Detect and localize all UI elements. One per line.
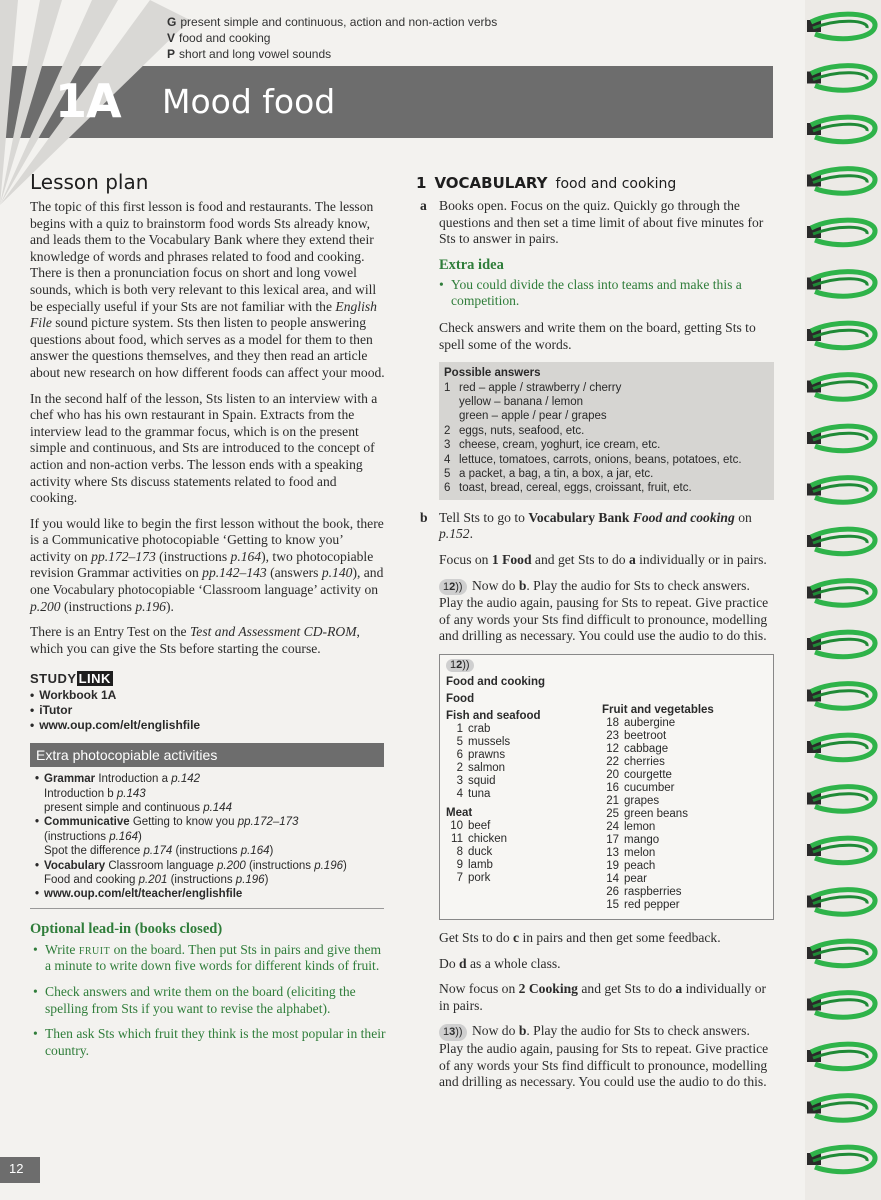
optional-bullet-1: • Write fruit on the board. Then put Sts in pairs and give them a minute to write down five words for different kinds of fruit.	[30, 942, 386, 975]
extra-photocopiable-header: Extra photocopiable activities	[30, 743, 384, 767]
list-item: 25 green beans	[606, 807, 688, 820]
fruit-title: Fruit and vegetables	[602, 703, 714, 716]
optional-lead-in-title: Optional lead-in (books closed)	[30, 920, 223, 937]
answer-row: 5 a packet, a bag, a tin, a box, a jar, etc.	[444, 468, 654, 480]
answer-row: 6 toast, bread, cereal, eggs, croissant, fruit, etc.	[444, 482, 692, 495]
audio-track-icon[interactable]: 12))	[446, 659, 474, 672]
spiral-coil	[807, 375, 875, 400]
fish-meat-column	[446, 710, 541, 885]
lesson-key	[167, 14, 497, 62]
spiral-coil	[807, 1096, 875, 1121]
photo-vocab-2: Food and cooking p.201 (instructions p.196)	[44, 874, 269, 887]
lesson-plan-para-4: There is an Entry Test on the Test and Assessment CD-ROM, which you can give the Sts before starting the course.	[30, 624, 360, 656]
focus-food-text: Focus on 1 Food and get Sts to do a individually or in pairs.	[439, 552, 767, 567]
spiral-coil	[807, 323, 875, 348]
spiral-coil	[807, 272, 875, 297]
fruit-veg-column	[602, 704, 714, 912]
spiral-coil	[807, 838, 875, 863]
answer-row: 3 cheese, cream, yoghurt, ice cream, etc.	[444, 439, 661, 452]
spiral-coil	[807, 581, 875, 606]
spiral-coil	[807, 1044, 875, 1069]
study-link-item: • Workbook 1A	[30, 688, 386, 703]
list-item: 3 squid	[456, 774, 496, 787]
list-item: 4 tuna	[456, 787, 491, 800]
list-item: 15 red pepper	[606, 898, 680, 911]
audio-box-tag	[446, 659, 767, 672]
list-item: 12 cabbage	[606, 742, 669, 755]
list-item: 19 peach	[606, 859, 656, 872]
optional-lead-in	[30, 921, 386, 1060]
optional-bullet-2: • Check answers and write them on the board (eliciting the spelling from Sts if you want to revise the alphabet).	[30, 984, 386, 1017]
list-item: 26 raspberries	[606, 885, 682, 898]
spiral-coil	[807, 684, 875, 709]
photo-comm-2: Spot the difference p.174 (instructions p.164)	[44, 845, 274, 858]
list-item: 14 pear	[606, 872, 648, 885]
study-link-url[interactable]: • www.oup.com/elt/englishfile	[30, 718, 386, 733]
spiral-coil	[807, 220, 875, 245]
possible-answers-box	[439, 362, 774, 500]
audio-script-box	[439, 654, 774, 920]
list-item: 18 aubergine	[606, 716, 676, 729]
spiral-coil	[807, 169, 875, 194]
list-item: 1 crab	[456, 722, 491, 735]
spiral-coil	[807, 993, 875, 1018]
answer-row: green – apple / pear / grapes	[459, 410, 607, 423]
answer-row: 2 eggs, nuts, seafood, etc.	[444, 424, 585, 437]
page-number: 12	[0, 1157, 40, 1183]
extra-idea	[439, 257, 774, 310]
check-answers-text: Check answers and write them on the board, getting Sts to spell some of the words.	[439, 319, 756, 352]
photo-communicative: • Communicative Getting to know you pp.172–173	[44, 815, 384, 829]
list-item: 21 grapes	[606, 794, 660, 807]
list-item: 6 prawns	[456, 748, 506, 761]
lesson-plan-para-3: If you would like to begin the first lesson without the book, there is a Communicative photocopiable ‘Getting to know you’ activity on pp.172–173 (instructions p.164), two photocopiable revision Grammar activities on pp.142–143 (answers p.140), and one Vocabulary photocopiable ‘Classroom language’ activity on p.200 (instructions p.196).	[30, 515, 384, 614]
lesson-plan-title: Lesson plan	[30, 170, 149, 194]
answer-row: yellow – banana / lemon	[459, 395, 584, 408]
spiral-coil	[807, 478, 875, 503]
left-column	[30, 170, 386, 1068]
list-item: 11 chicken	[451, 832, 507, 845]
focus-cooking-text: Now focus on 2 Cooking and get Sts to do a individually or in pairs.	[439, 981, 767, 1013]
right-column	[416, 174, 774, 1100]
unit-number: 1A	[55, 74, 121, 128]
photo-url[interactable]: • www.oup.com/elt/teacher/englishfile	[44, 887, 384, 901]
optional-bullet-3: • Then ask Sts which fruit they think is the most popular in their country.	[30, 1026, 386, 1059]
unit-title: Mood food	[162, 82, 336, 121]
possible-answers-title: Possible answers	[444, 367, 541, 380]
key-pronunciation: P short and long vowel sounds	[167, 47, 332, 61]
spiral-binding-icon	[805, 0, 881, 1200]
list-item: 5 mussels	[456, 735, 511, 748]
fish-title: Fish and seafood	[446, 709, 541, 722]
list-item: 9 lamb	[456, 858, 493, 871]
audio-track-icon[interactable]: 12))	[439, 579, 467, 596]
audio-box-food: Food	[446, 692, 475, 705]
study-link-title: STUDY LINK	[30, 671, 111, 687]
meat-title: Meat	[446, 806, 473, 819]
answer-row: 1 red – apple / strawberry / cherry	[444, 381, 622, 394]
audio-track-icon[interactable]: 13))	[439, 1024, 467, 1041]
photo-comm-instructions: (instructions p.164)	[44, 830, 142, 843]
list-item: 23 beetroot	[606, 729, 667, 742]
spiral-coil	[807, 1147, 875, 1172]
list-item: 24 lemon	[606, 820, 656, 833]
audio-box-title: Food and cooking	[446, 675, 546, 688]
spiral-coil	[807, 941, 875, 966]
list-item: 8 duck	[456, 845, 493, 858]
extra-photocopiable-list	[30, 772, 384, 909]
list-item: 22 cherries	[606, 755, 665, 768]
exercise-c-text: Get Sts to do c in pairs and then get some feedback.	[439, 929, 721, 945]
spiral-coil	[807, 890, 875, 915]
spiral-coil	[807, 117, 875, 142]
audio-1-3-text: 13)) Now do b. Play the audio for Sts to check answers. Play the audio again, pausing for Sts to repeat. Give practice of any words your Sts find difficult to pronounce, modelling and drilling as necessary. You could use the audio to do this.	[439, 1023, 769, 1090]
list-item: 17 mango	[606, 833, 660, 846]
key-grammar: G present simple and continuous, action and non-action verbs	[167, 15, 498, 29]
exercise-d-text: Do d as a whole class.	[439, 955, 561, 971]
extra-idea-bullet: • You could divide the class into teams and make this a competition.	[439, 277, 774, 310]
spiral-coil	[807, 426, 875, 451]
lesson-plan-para-2: In the second half of the lesson, Sts listen to an interview with a chef who has his own restaurant in Spain. Extracts from the interview lead to the grammar focus, which is on the present simple and continuous, and Sts are introduced to the concept of action and non-action verbs. The lesson ends with a speaking activity where Sts discuss statements related to food and cooking.	[30, 390, 378, 506]
study-link-item: • iTutor	[30, 703, 386, 718]
unit-header-band	[0, 66, 773, 138]
exercise-b: b Tell Sts to go to Vocabulary Bank Food and cooking on p.152. Focus on 1 Food and get Sts to do a individually or in pairs. 12)) Now do b. Play the audio for Sts to check answers. Play the audio again, pausing for Sts to repeat. Give practice of any words your Sts find difficult to pronounce, modelling and drilling as necessary. You could use the audio to do this. 12)) Food and cooking Food Fish and seafood 1 crab 5 mussels 6 prawns 2 salmon 3 squid 4 tuna Meat 10 beef 11 chicken 8 duck 9 lamb 7 pork Fruit and vegetables 18 aubergine 23 beetroot 12 cabbage 22 cherries 20 courgette 16 cucumber 21 grapes 25 green beans 24 lemon 17 mango 13 melon 19 peach 14 pear 26 raspberries 15 red pepper Get Sts to do c in pairs and then get some feedback. Do d as a whole class. Now focus on 2 Cooking and get Sts to do a individually or in pairs. 13)) Now do b. Play the audio for Sts to check answers. Play the audio again, pausing for Sts to repeat. Give practice of any words your Sts find difficult to pronounce, modelling and drilling as necessary. You could use the audio to do this.	[416, 510, 774, 1091]
exercise-a-text: Books open. Focus on the quiz. Quickly go through the questions and then set a time limit of about five minutes for Sts to answer in pairs.	[439, 198, 764, 247]
lesson-plan-para-1: The topic of this first lesson is food and restaurants. The lesson begins with a quiz to brainstorm food words Sts already know, and leads them to the Vocabulary Bank where they extend their knowledge of words and phrases related to food and cooking. There is then a pronunciation focus on short and long vowel sounds, which is both very relevant to this lexical area, and will be especially useful if your Sts are not familiar with the English File sound picture system. Sts then listen to people answering questions about food, which serves as a model for them to then answer the questions themselves, and they then read an article about new research on how different foods can affect your mood.	[30, 199, 385, 380]
list-item: 2 salmon	[456, 761, 506, 774]
photo-vocabulary: • Vocabulary Classroom language p.200 (instructions p.196)	[44, 859, 384, 873]
list-item: 10 beef	[450, 819, 491, 832]
key-vocabulary: V food and cooking	[167, 31, 271, 45]
exercise-b-text: Tell Sts to go to Vocabulary Bank Food and cooking on p.152.	[439, 509, 752, 542]
extra-idea-title: Extra idea	[439, 256, 504, 273]
study-link	[30, 671, 386, 732]
list-item: 7 pork	[456, 871, 491, 884]
exercise-a: a Books open. Focus on the quiz. Quickly go through the questions and then set a time limit of about five minutes for Sts to answer in pairs. Extra idea • You could divide the class into teams and make this a competition. Check answers and write them on the board, getting Sts to spell some of the words. Possible answers 1 red – apple / strawberry / cherry yellow – banana / lemon green – apple / pear / grapes 2 eggs, nuts, seafood, etc. 3 cheese, cream, yoghurt, ice cream, etc. 4 lettuce, tomatoes, carrots, onions, beans, potatoes, etc. 5 a packet, a bag, a tin, a box, a jar, etc. 6 toast, bread, cereal, eggs, croissant, fruit, etc.	[416, 198, 774, 500]
list-item: 16 cucumber	[606, 781, 675, 794]
photo-grammar-3: present simple and continuous p.144	[44, 802, 232, 815]
spiral-coil	[807, 529, 875, 554]
photo-grammar-2: Introduction b p.143	[44, 787, 146, 800]
spiral-coil	[807, 735, 875, 760]
spiral-coil	[807, 632, 875, 657]
answer-row: 4 lettuce, tomatoes, carrots, onions, beans, potatoes, etc.	[444, 453, 742, 466]
list-item: 13 melon	[606, 846, 656, 859]
spiral-coil	[807, 66, 875, 91]
vocabulary-heading: 1 VOCABULARY food and cooking	[416, 174, 677, 192]
spiral-coil	[807, 787, 875, 812]
photo-grammar: • Grammar Introduction a p.142	[44, 772, 384, 786]
audio-1-2-text: 12)) Now do b. Play the audio for Sts to check answers. Play the audio again, pausing for Sts to repeat. Give practice of any words your Sts find difficult to pronounce, modelling and drilling as necessary. You could use the audio to do this.	[439, 577, 769, 644]
list-item: 20 courgette	[606, 768, 672, 781]
spiral-coil	[807, 14, 875, 39]
